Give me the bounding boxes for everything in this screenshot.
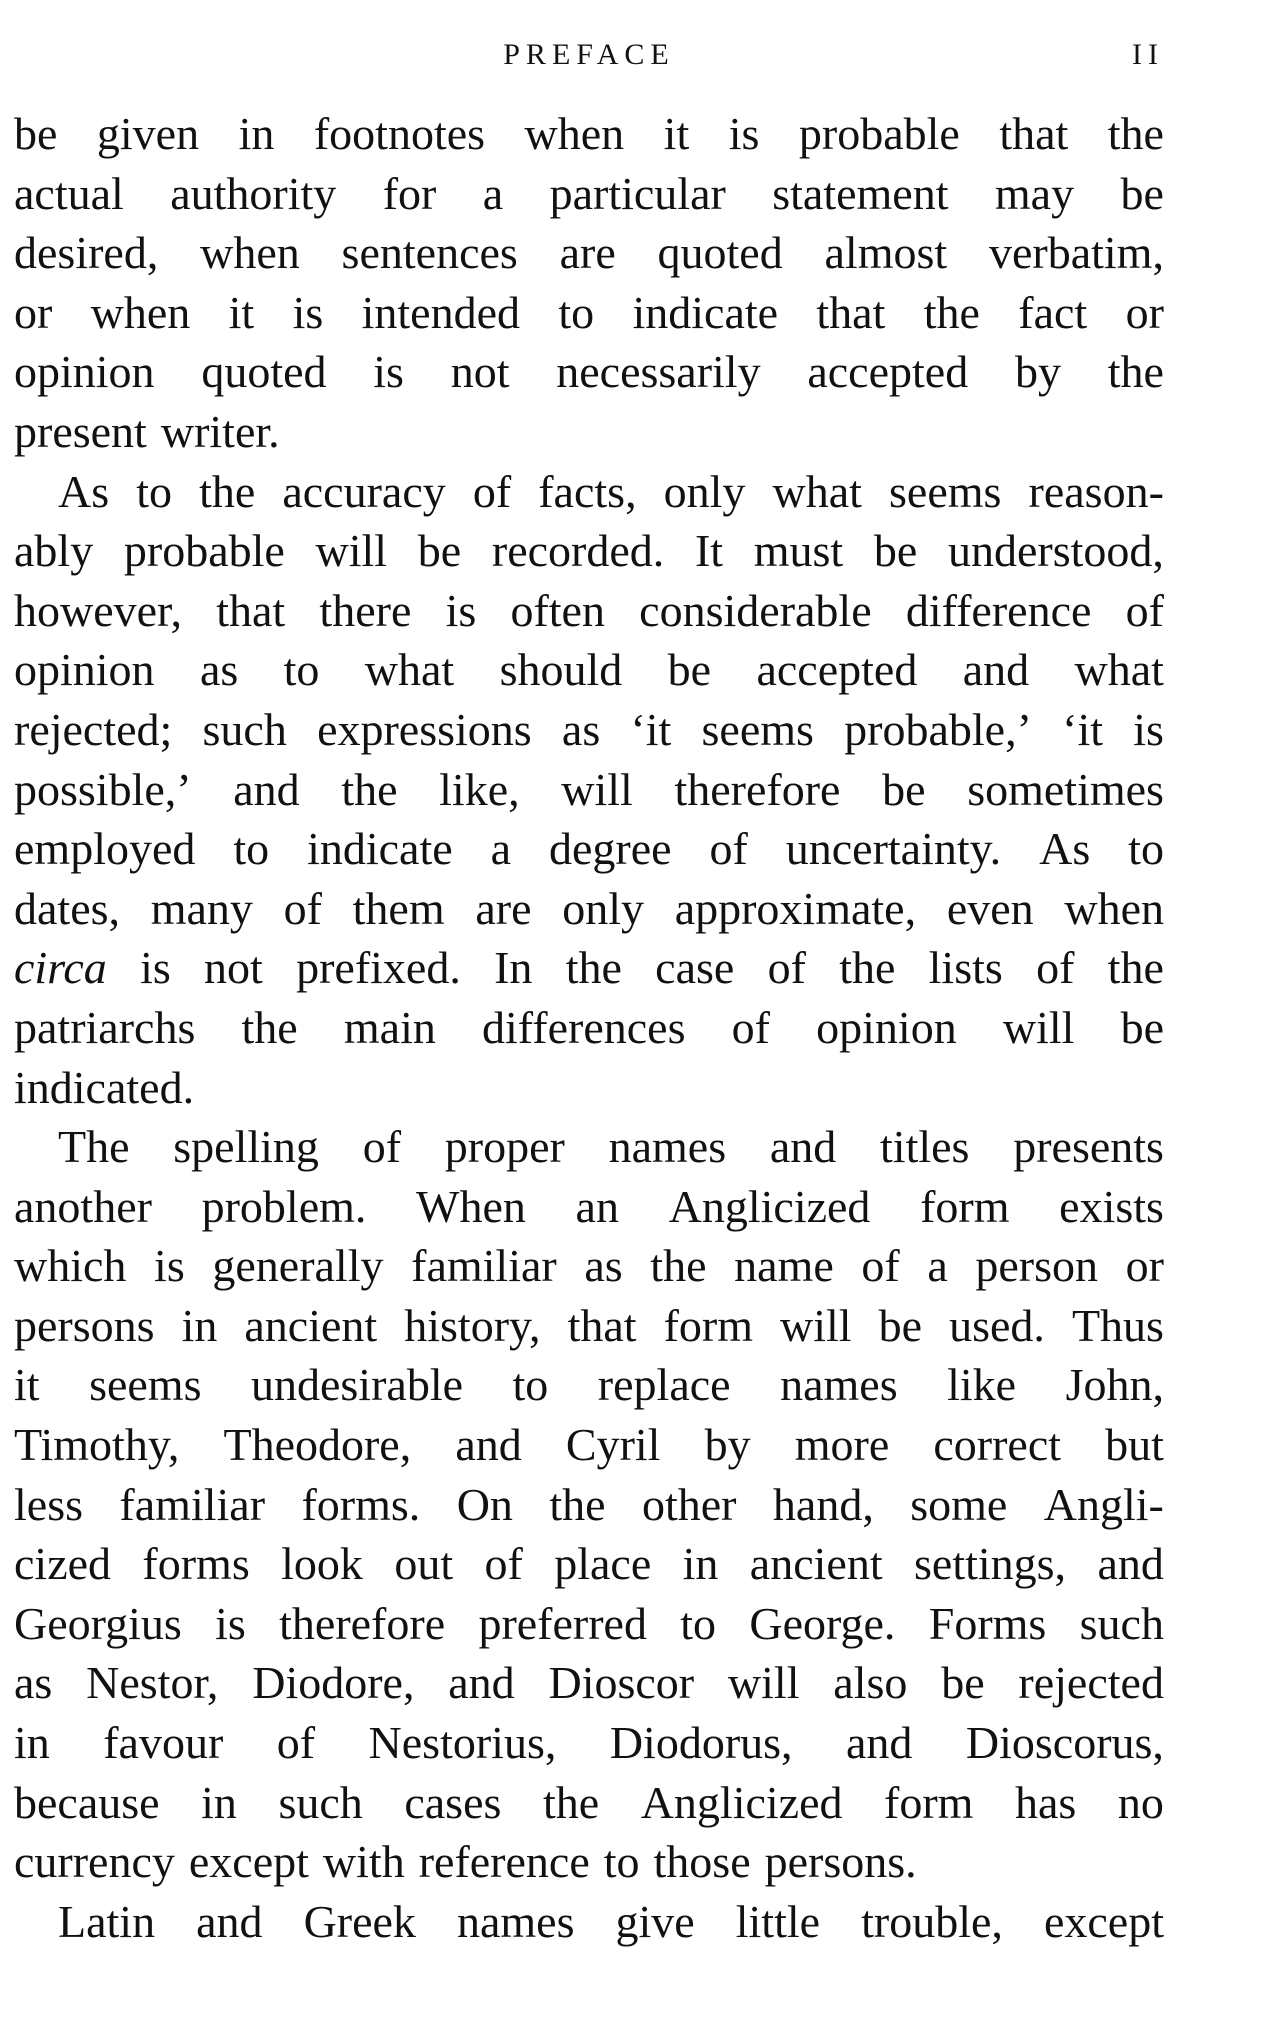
word: Greek bbox=[303, 1895, 416, 1947]
word: The bbox=[58, 1121, 130, 1173]
text-line bbox=[14, 581, 1164, 641]
word: reason- bbox=[1028, 465, 1164, 517]
word: to bbox=[233, 823, 270, 875]
word: exists bbox=[1059, 1180, 1164, 1232]
word: lists bbox=[928, 942, 1003, 994]
word: however, bbox=[14, 584, 183, 636]
word: what bbox=[772, 465, 862, 517]
word: ably bbox=[14, 525, 94, 577]
word: should bbox=[499, 644, 623, 696]
word: will bbox=[1002, 1001, 1075, 1053]
running-title: PREFACE bbox=[503, 38, 675, 71]
word: In bbox=[494, 942, 533, 994]
word: will bbox=[561, 763, 633, 815]
word: is bbox=[140, 942, 171, 994]
word: As bbox=[58, 465, 110, 517]
word: and bbox=[448, 1657, 515, 1709]
word: difference bbox=[905, 584, 1092, 636]
word: of bbox=[1125, 584, 1164, 636]
word: differences bbox=[482, 1001, 686, 1053]
word: titles bbox=[880, 1121, 970, 1173]
word: and bbox=[233, 763, 300, 815]
word: persons bbox=[14, 1299, 155, 1351]
word: necessarily bbox=[556, 346, 761, 398]
word: of bbox=[709, 823, 748, 875]
word: seems bbox=[701, 703, 814, 755]
word: to bbox=[283, 644, 320, 696]
word: to bbox=[1128, 823, 1164, 875]
word: be bbox=[878, 1299, 923, 1351]
word: in bbox=[238, 108, 275, 159]
word: when bbox=[90, 286, 191, 338]
word: particular bbox=[549, 167, 726, 219]
word: understood, bbox=[948, 525, 1164, 577]
word: is bbox=[154, 1240, 185, 1292]
word: it bbox=[663, 108, 690, 159]
word: ancient bbox=[244, 1299, 378, 1351]
word: be bbox=[417, 525, 462, 577]
word: Cyril bbox=[565, 1419, 661, 1471]
word: also bbox=[833, 1657, 908, 1709]
word: Theodore, bbox=[223, 1419, 412, 1471]
word: main bbox=[343, 1001, 436, 1053]
text-line bbox=[14, 164, 1164, 224]
word: another bbox=[14, 1180, 152, 1232]
word: to bbox=[558, 286, 595, 338]
word: probable,’ bbox=[844, 703, 1032, 755]
word: to bbox=[603, 1836, 640, 1888]
word: such bbox=[1079, 1597, 1164, 1649]
text-line bbox=[14, 1773, 1164, 1833]
word: of bbox=[731, 1001, 770, 1053]
word: opinion bbox=[14, 644, 155, 696]
word: Timothy, bbox=[14, 1419, 180, 1471]
word: familiar bbox=[411, 1240, 557, 1292]
text-line bbox=[14, 1475, 1164, 1535]
word: present bbox=[14, 405, 147, 457]
word: is bbox=[215, 1597, 246, 1649]
word: actual bbox=[14, 167, 124, 219]
word: names bbox=[780, 1359, 898, 1411]
word: Dioscorus, bbox=[965, 1717, 1164, 1769]
word: by bbox=[704, 1419, 751, 1471]
word: be bbox=[14, 108, 58, 159]
word: because bbox=[14, 1776, 160, 1828]
word: accepted bbox=[807, 346, 969, 398]
word: seems bbox=[89, 1359, 202, 1411]
word: be bbox=[882, 763, 926, 815]
word: not bbox=[204, 942, 263, 994]
word: considerable bbox=[639, 584, 872, 636]
word: and bbox=[1097, 1538, 1164, 1590]
word: what bbox=[364, 644, 455, 696]
word: a bbox=[927, 1240, 948, 1292]
word: be bbox=[1120, 167, 1164, 219]
word: ‘it bbox=[1062, 703, 1104, 755]
word: form bbox=[884, 1776, 974, 1828]
word: no bbox=[1117, 1776, 1164, 1828]
word: of bbox=[1036, 942, 1075, 994]
word: the bbox=[542, 1776, 600, 1828]
word: that bbox=[816, 286, 886, 338]
text-line bbox=[14, 1058, 1164, 1118]
word: such bbox=[278, 1776, 363, 1828]
text-line bbox=[14, 1117, 1164, 1177]
word: of bbox=[767, 942, 806, 994]
word: will bbox=[315, 525, 388, 577]
word: quoted bbox=[201, 346, 327, 398]
page-number: II bbox=[1132, 38, 1164, 71]
word: but bbox=[1105, 1419, 1164, 1471]
word: settings, bbox=[914, 1538, 1067, 1590]
word: replace bbox=[597, 1359, 731, 1411]
word: may bbox=[994, 167, 1075, 219]
word: used. bbox=[949, 1299, 1045, 1351]
word: be bbox=[667, 644, 712, 696]
text-line bbox=[14, 1355, 1164, 1415]
word: Forms bbox=[928, 1597, 1047, 1649]
word: case bbox=[655, 942, 735, 994]
word: the bbox=[565, 942, 622, 994]
word: currency bbox=[14, 1836, 175, 1888]
word: opinion bbox=[14, 346, 155, 398]
word: therefore bbox=[279, 1597, 446, 1649]
word: George. bbox=[749, 1597, 896, 1649]
word: possible,’ bbox=[14, 763, 192, 815]
word: fact bbox=[1018, 286, 1088, 338]
word: the bbox=[839, 942, 896, 994]
word: proper bbox=[444, 1121, 565, 1173]
word: to bbox=[136, 465, 172, 517]
word: preferred bbox=[478, 1597, 647, 1649]
word: indicate bbox=[307, 823, 453, 875]
word: a bbox=[482, 167, 504, 219]
word: a bbox=[490, 823, 512, 875]
word: Angli- bbox=[1043, 1478, 1164, 1530]
word: with bbox=[322, 1836, 405, 1888]
word: of bbox=[472, 465, 512, 517]
word: as bbox=[199, 644, 239, 696]
text-line bbox=[14, 1892, 1164, 1952]
word: When bbox=[416, 1180, 526, 1232]
word: only bbox=[663, 465, 746, 517]
text-line bbox=[14, 462, 1164, 522]
word: accuracy bbox=[282, 465, 446, 517]
word: by bbox=[1014, 346, 1061, 398]
word: seems bbox=[889, 465, 1002, 517]
word: in bbox=[14, 1717, 50, 1769]
word: many bbox=[150, 882, 253, 934]
word: is bbox=[1133, 703, 1164, 755]
word: or bbox=[1125, 1240, 1164, 1292]
word: of bbox=[484, 1538, 523, 1590]
word: when bbox=[524, 108, 625, 159]
word: or bbox=[1125, 286, 1164, 338]
word: be bbox=[1120, 1001, 1164, 1053]
word: approximate, bbox=[674, 882, 917, 934]
word: in bbox=[682, 1538, 719, 1590]
text-line bbox=[14, 998, 1164, 1058]
word: out bbox=[394, 1538, 454, 1590]
text-line bbox=[14, 938, 1164, 998]
word: employed bbox=[14, 823, 196, 875]
word: names bbox=[456, 1895, 575, 1947]
word: forms. bbox=[301, 1478, 421, 1530]
word: history, bbox=[404, 1299, 541, 1351]
word: in bbox=[181, 1299, 218, 1351]
word: more bbox=[794, 1419, 890, 1471]
word: and bbox=[846, 1717, 913, 1769]
word: favour bbox=[103, 1717, 224, 1769]
word: Nestorius, bbox=[368, 1717, 557, 1769]
word: footnotes bbox=[313, 108, 486, 159]
word: It bbox=[694, 525, 724, 577]
word: not bbox=[450, 346, 510, 398]
text-line bbox=[14, 1713, 1164, 1773]
text-line bbox=[14, 283, 1164, 343]
word: As bbox=[1039, 823, 1091, 875]
word: dates, bbox=[14, 882, 121, 934]
word: of bbox=[276, 1717, 316, 1769]
word: Latin bbox=[58, 1895, 156, 1947]
word: patriarchs bbox=[14, 1001, 196, 1053]
word: the bbox=[923, 286, 980, 338]
word: there bbox=[319, 584, 412, 636]
text-line bbox=[14, 1653, 1164, 1713]
word: circa bbox=[14, 942, 107, 994]
word: familiar bbox=[119, 1478, 266, 1530]
word: as bbox=[14, 1657, 53, 1709]
word: indicate bbox=[632, 286, 779, 338]
text-line bbox=[14, 1594, 1164, 1654]
word: are bbox=[559, 227, 616, 279]
word: given bbox=[96, 108, 200, 159]
text-line bbox=[14, 760, 1164, 820]
word: except bbox=[188, 1836, 309, 1888]
word: and bbox=[196, 1895, 263, 1947]
word: it bbox=[14, 1359, 40, 1411]
word: spelling bbox=[173, 1121, 319, 1173]
word: Georgius bbox=[14, 1597, 182, 1649]
word: only bbox=[562, 882, 644, 934]
word: and bbox=[962, 644, 1030, 696]
word: to bbox=[680, 1597, 717, 1649]
word: and bbox=[455, 1419, 522, 1471]
word: name bbox=[734, 1240, 834, 1292]
word: cized bbox=[14, 1538, 112, 1590]
word: verbatim, bbox=[988, 227, 1164, 279]
text-line bbox=[14, 1177, 1164, 1237]
word: the bbox=[549, 1478, 606, 1530]
word: expressions bbox=[317, 703, 532, 755]
word: be bbox=[873, 525, 918, 577]
word: ‘it bbox=[630, 703, 672, 755]
word: must bbox=[753, 525, 844, 577]
word: that bbox=[567, 1299, 637, 1351]
running-head bbox=[14, 38, 1164, 78]
word: intended bbox=[361, 286, 520, 338]
text-line bbox=[14, 640, 1164, 700]
word: the bbox=[241, 1001, 298, 1053]
word: trouble, bbox=[861, 1895, 1003, 1947]
word: give bbox=[615, 1895, 695, 1947]
word: the bbox=[199, 465, 256, 517]
word: uncertainty. bbox=[785, 823, 1002, 875]
word: Anglicized bbox=[668, 1180, 871, 1232]
word: problem. bbox=[201, 1180, 367, 1232]
word: Diodore, bbox=[252, 1657, 415, 1709]
word: like, bbox=[439, 763, 520, 815]
word: even bbox=[946, 882, 1034, 934]
text-line bbox=[14, 223, 1164, 283]
word: persons. bbox=[764, 1836, 917, 1888]
word: desired, bbox=[14, 227, 159, 279]
word: such bbox=[202, 703, 287, 755]
word: it bbox=[228, 286, 255, 338]
text-line bbox=[14, 402, 1164, 462]
word: opinion bbox=[816, 1001, 957, 1053]
word: sentences bbox=[341, 227, 518, 279]
word: is bbox=[728, 108, 760, 159]
word: the bbox=[1107, 346, 1164, 398]
word: names bbox=[608, 1121, 727, 1173]
word: which bbox=[14, 1240, 127, 1292]
word: except bbox=[1043, 1895, 1164, 1947]
word: undesirable bbox=[250, 1359, 464, 1411]
word: therefore bbox=[674, 763, 841, 815]
word: quoted bbox=[657, 227, 783, 279]
word: will bbox=[727, 1657, 800, 1709]
text-line bbox=[14, 700, 1164, 760]
word: of bbox=[283, 882, 322, 934]
word: the bbox=[1107, 942, 1164, 994]
word: probable bbox=[798, 108, 960, 159]
word: as bbox=[561, 703, 601, 755]
word: statement bbox=[772, 167, 949, 219]
word: reference bbox=[418, 1836, 590, 1888]
word: has bbox=[1015, 1776, 1077, 1828]
word: sometimes bbox=[967, 763, 1164, 815]
word: what bbox=[1074, 644, 1164, 696]
word: the bbox=[341, 763, 398, 815]
word: authority bbox=[170, 167, 337, 219]
word: form bbox=[663, 1299, 753, 1351]
word: the bbox=[1107, 108, 1164, 159]
word: or bbox=[14, 286, 53, 338]
word: that bbox=[216, 584, 286, 636]
text-line bbox=[14, 1415, 1164, 1475]
word: is bbox=[373, 346, 404, 398]
body-text bbox=[14, 104, 1164, 1951]
word: when bbox=[1064, 882, 1164, 934]
word: those bbox=[653, 1836, 751, 1888]
word: of bbox=[861, 1240, 900, 1292]
word: are bbox=[475, 882, 532, 934]
word: almost bbox=[824, 227, 948, 279]
word: them bbox=[352, 882, 445, 934]
word: look bbox=[281, 1538, 363, 1590]
text-line bbox=[14, 104, 1164, 164]
word: of bbox=[362, 1121, 402, 1173]
word: John, bbox=[1065, 1359, 1164, 1411]
word: generally bbox=[212, 1240, 384, 1292]
word: when bbox=[200, 227, 300, 279]
text-line bbox=[14, 342, 1164, 402]
word: On bbox=[456, 1478, 513, 1530]
word: Diodorus, bbox=[609, 1717, 793, 1769]
word: Nestor, bbox=[86, 1657, 219, 1709]
word: ancient bbox=[749, 1538, 883, 1590]
word: to bbox=[512, 1359, 549, 1411]
word: prefixed. bbox=[296, 942, 461, 994]
text-line bbox=[14, 1236, 1164, 1296]
word: that bbox=[999, 108, 1069, 159]
word: some bbox=[910, 1478, 1008, 1530]
word: an bbox=[575, 1180, 619, 1232]
word: Dioscor bbox=[548, 1657, 695, 1709]
word: Anglicized bbox=[640, 1776, 843, 1828]
word: rejected; bbox=[14, 703, 173, 755]
text-line bbox=[14, 1534, 1164, 1594]
text-line bbox=[14, 1832, 1164, 1892]
word: little bbox=[735, 1895, 821, 1947]
word: presents bbox=[1013, 1121, 1164, 1173]
word: form bbox=[920, 1180, 1010, 1232]
text-line bbox=[14, 1296, 1164, 1356]
word: writer. bbox=[160, 405, 280, 457]
word: in bbox=[201, 1776, 237, 1828]
word: facts, bbox=[538, 465, 637, 517]
word: Thus bbox=[1071, 1299, 1164, 1351]
text-line bbox=[14, 879, 1164, 939]
word: degree bbox=[548, 823, 672, 875]
word: other bbox=[641, 1478, 737, 1530]
word: place bbox=[554, 1538, 652, 1590]
word: probable bbox=[123, 525, 285, 577]
word: be bbox=[941, 1657, 985, 1709]
word: hand, bbox=[772, 1478, 874, 1530]
word: forms bbox=[142, 1538, 250, 1590]
word: is bbox=[292, 286, 324, 338]
word: for bbox=[382, 167, 437, 219]
text-line bbox=[14, 819, 1164, 879]
word: correct bbox=[933, 1419, 1062, 1471]
word: less bbox=[14, 1478, 83, 1530]
word: recorded. bbox=[491, 525, 665, 577]
word: indicated. bbox=[14, 1061, 195, 1113]
word: as bbox=[584, 1240, 623, 1292]
text-line bbox=[14, 521, 1164, 581]
word: often bbox=[510, 584, 605, 636]
word: accepted bbox=[756, 644, 918, 696]
word: will bbox=[780, 1299, 852, 1351]
word: rejected bbox=[1018, 1657, 1164, 1709]
word: cases bbox=[404, 1776, 502, 1828]
word: like bbox=[947, 1359, 1017, 1411]
word: the bbox=[650, 1240, 707, 1292]
word: is bbox=[445, 584, 477, 636]
word: person bbox=[975, 1240, 1099, 1292]
word: and bbox=[769, 1121, 837, 1173]
